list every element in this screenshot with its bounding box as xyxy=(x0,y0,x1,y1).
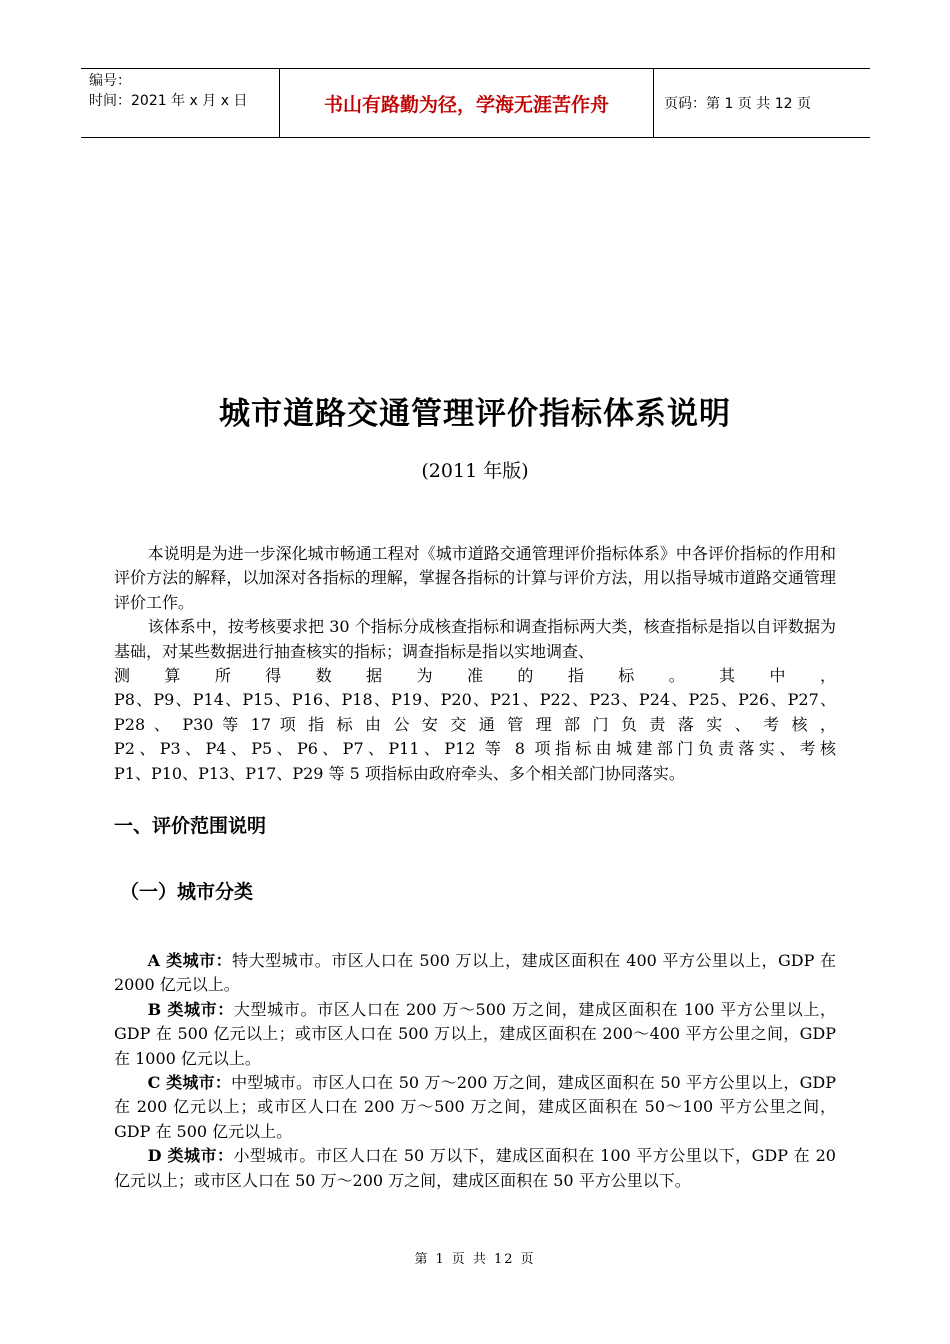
intro-paragraph-2-line-3: P8、P9、P14、P15、P16、P18、P19、P20、P21、P22、P23、P24、P25、P26、P27、 xyxy=(114,690,836,710)
city-class-label: B 类城市： xyxy=(147,999,234,1019)
footer-suffix: 页 xyxy=(520,1252,536,1267)
intro-paragraph-1: 本说明是为进一步深化城市畅通工程对《城市道路交通管理评价指标体系》中各评价指标的作用和评价方法的解释，以加深对各指标的理解，掌握各指标的计算与评价方法，用以指导城市道路交通管理评价工作。 xyxy=(114,544,836,612)
section-heading: 一、评价范围说明 xyxy=(114,815,267,838)
intro-paragraph-2-line-6: P1、P10、P13、P17、P29 等 5 项指标由政府牵头、多个相关部门协同落实。 xyxy=(114,763,685,783)
city-classification-list xyxy=(114,949,836,1193)
footer-total-pages: 12 xyxy=(493,1252,515,1267)
city-class-b xyxy=(114,998,836,1071)
date-label: 时间：2021 年 x 月 x 日 xyxy=(89,93,248,109)
footer-prefix: 第 xyxy=(414,1252,430,1267)
page-header xyxy=(81,68,870,138)
city-class-label: C 类城市： xyxy=(147,1072,232,1092)
intro-paragraph-2-line-4: P28 、 P30 等 17 项 指 标 由 公 安 交 通 管 理 部 门 负 责 落 实 、 考 核 ， xyxy=(114,714,836,734)
subsection-heading: （一）城市分类 xyxy=(120,881,254,904)
city-class-text: 小型城市。市区人口在 50 万以下，建成区面积在 100 平方公里以下，GDP 在 20 亿元以上；或市区人口在 50 万～200 万之间，建成区面积在 50 平方公里以下。 xyxy=(114,1146,836,1190)
footer-middle: 页 共 xyxy=(451,1252,488,1267)
page-footer xyxy=(0,1248,950,1267)
header-page-info: 页码：第 1 页 共 12 页 xyxy=(664,96,811,112)
intro-paragraph-2-line-1: 该体系中，按考核要求把 30 个指标分成核查指标和调查指标两大类，核查指标是指以自评数据为基础，对某些数据进行抽查核实的指标；调查指标是指以实地调查、 xyxy=(114,617,836,661)
city-class-a xyxy=(114,949,836,998)
header-meta xyxy=(81,69,280,137)
document-body xyxy=(114,542,836,1193)
intro-paragraph-2-line-5: P2、P3、P4、P5、P6、P7、P11、P12 等 8 项指标由城建部门负责落实、考核 xyxy=(114,739,836,759)
header-motto: 书山有路勤为径，学海无涯苦作舟 xyxy=(280,69,654,137)
city-class-c xyxy=(114,1071,836,1144)
serial-label: 编号： xyxy=(89,73,131,89)
city-class-text: 中型城市。市区人口在 50 万～200 万之间，建成区面积在 50 平方公里以上，GDP 在 200 亿元以上；或市区人口在 200 万～500 万之间，建成区面积在 50～100 平方公里之间，GDP 在 500 亿元以上。 xyxy=(114,1072,836,1141)
city-class-text: 大型城市。市区人口在 200 万～500 万之间，建成区面积在 100 平方公里以上，GDP 在 500 亿元以上；或市区人口在 500 万以上，建成区面积在 200～400 平方公里之间，GDP 在 1000 亿元以上。 xyxy=(114,999,836,1068)
footer-page-number: 1 xyxy=(435,1252,446,1267)
document-subtitle: (2011 年版) xyxy=(421,460,529,482)
city-class-text: 特大型城市。市区人口在 500 万以上，建成区面积在 400 平方公里以上，GDP 在 2000 亿元以上。 xyxy=(114,950,836,995)
document-title: 城市道路交通管理评价指标体系说明 xyxy=(219,396,731,432)
intro-paragraph-2-line-2: 测 算 所 得 数 据 为 准 的 指 标 。 其 中 ， xyxy=(114,666,836,686)
city-class-label: D 类城市： xyxy=(147,1146,234,1166)
city-class-label: A 类城市： xyxy=(147,950,233,970)
city-class-d xyxy=(114,1144,836,1193)
